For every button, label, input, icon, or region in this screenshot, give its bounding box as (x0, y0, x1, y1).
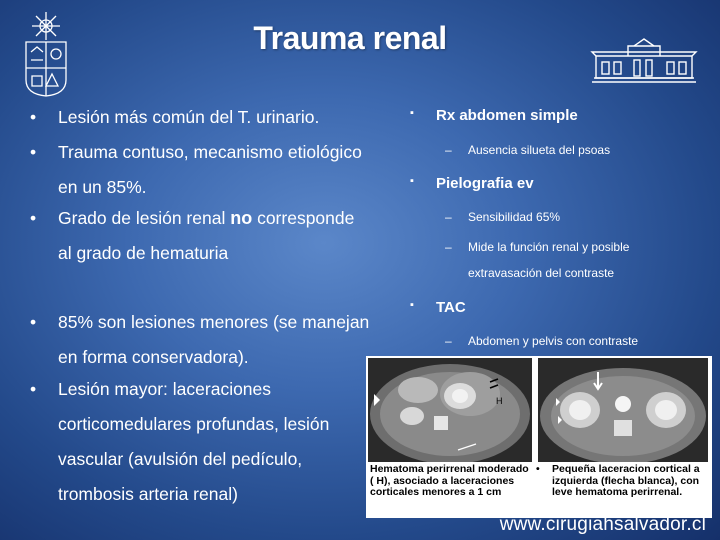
ct-scan-image-right (538, 358, 708, 462)
square-bullet: ▪ (410, 299, 414, 311)
right-sub-item (445, 234, 705, 286)
right-bullet-rx (410, 107, 578, 124)
bullet-text-after: corresponde al grado de hematuria (58, 208, 355, 263)
left-bullet-5 (30, 372, 370, 512)
bullet-text (58, 201, 370, 271)
bullet-dot: • (30, 379, 37, 399)
left-bullet-1 (30, 100, 370, 135)
figure-caption-bullet: • (536, 463, 540, 475)
right-sub-text: Ausencia silueta del psoas (468, 143, 611, 157)
right-bullet-label: TAC (436, 299, 466, 316)
right-sub-item (445, 137, 705, 163)
right-sub-item (445, 204, 705, 230)
bullet-dot: • (30, 208, 37, 228)
dash-bullet: – (445, 143, 452, 157)
bullet-text-bold: no (230, 208, 253, 228)
right-bullet-label: Rx abdomen simple (436, 107, 578, 124)
footer-website: www.cirugiahsalvador.cl (499, 514, 706, 535)
ct-scan-image-left (368, 358, 532, 462)
bullet-text: Lesión mayor: laceraciones corticomedulares profundas, lesión vascular (avulsión del pedículo, trombosis arteria renal) (58, 379, 330, 504)
dash-bullet: – (445, 240, 452, 254)
right-sub-text: Abdomen y pelvis con contraste (468, 334, 639, 348)
bullet-text: 85% son lesiones menores (se manejan en forma conservadora). (58, 312, 370, 367)
dash-bullet: – (445, 334, 452, 348)
left-bullet-2 (30, 135, 370, 205)
square-bullet: ▪ (410, 175, 414, 187)
right-bullet-label: Pielografia ev (436, 175, 534, 192)
ct-scan-figure (366, 356, 712, 518)
scan-label-h: H (496, 396, 503, 406)
slide-title: Trauma renal (253, 20, 447, 56)
right-bullet-pielografia (410, 175, 534, 192)
bullet-dot: • (30, 142, 37, 162)
figure-caption-left: Hematoma perirrenal moderado ( H), asociado a laceraciones corticales menores a 1 cm (370, 463, 529, 498)
bullet-text: Trauma contuso, mecanismo etiológico en un 85%. (58, 142, 362, 197)
right-bullet-tac (410, 299, 466, 316)
figure-caption-right: Pequeña laceracion cortical a izquierda (flecha blanca), con leve hematoma perirrenal. (552, 463, 700, 498)
left-bullet-4 (30, 305, 370, 375)
dash-bullet: – (445, 210, 452, 224)
bullet-text: Lesión más común del T. urinario. (58, 107, 320, 127)
bullet-dot: • (30, 312, 37, 332)
square-bullet: ▪ (410, 107, 414, 119)
right-sub-text: Mide la función renal y posible extravasación del contraste (468, 240, 630, 280)
left-bullet-3 (30, 201, 370, 271)
bullet-dot: • (30, 107, 37, 127)
right-sub-item (445, 328, 705, 354)
right-sub-text: Sensibilidad 65% (468, 210, 561, 224)
bullet-text-before: Grado de lesión renal (58, 208, 226, 228)
